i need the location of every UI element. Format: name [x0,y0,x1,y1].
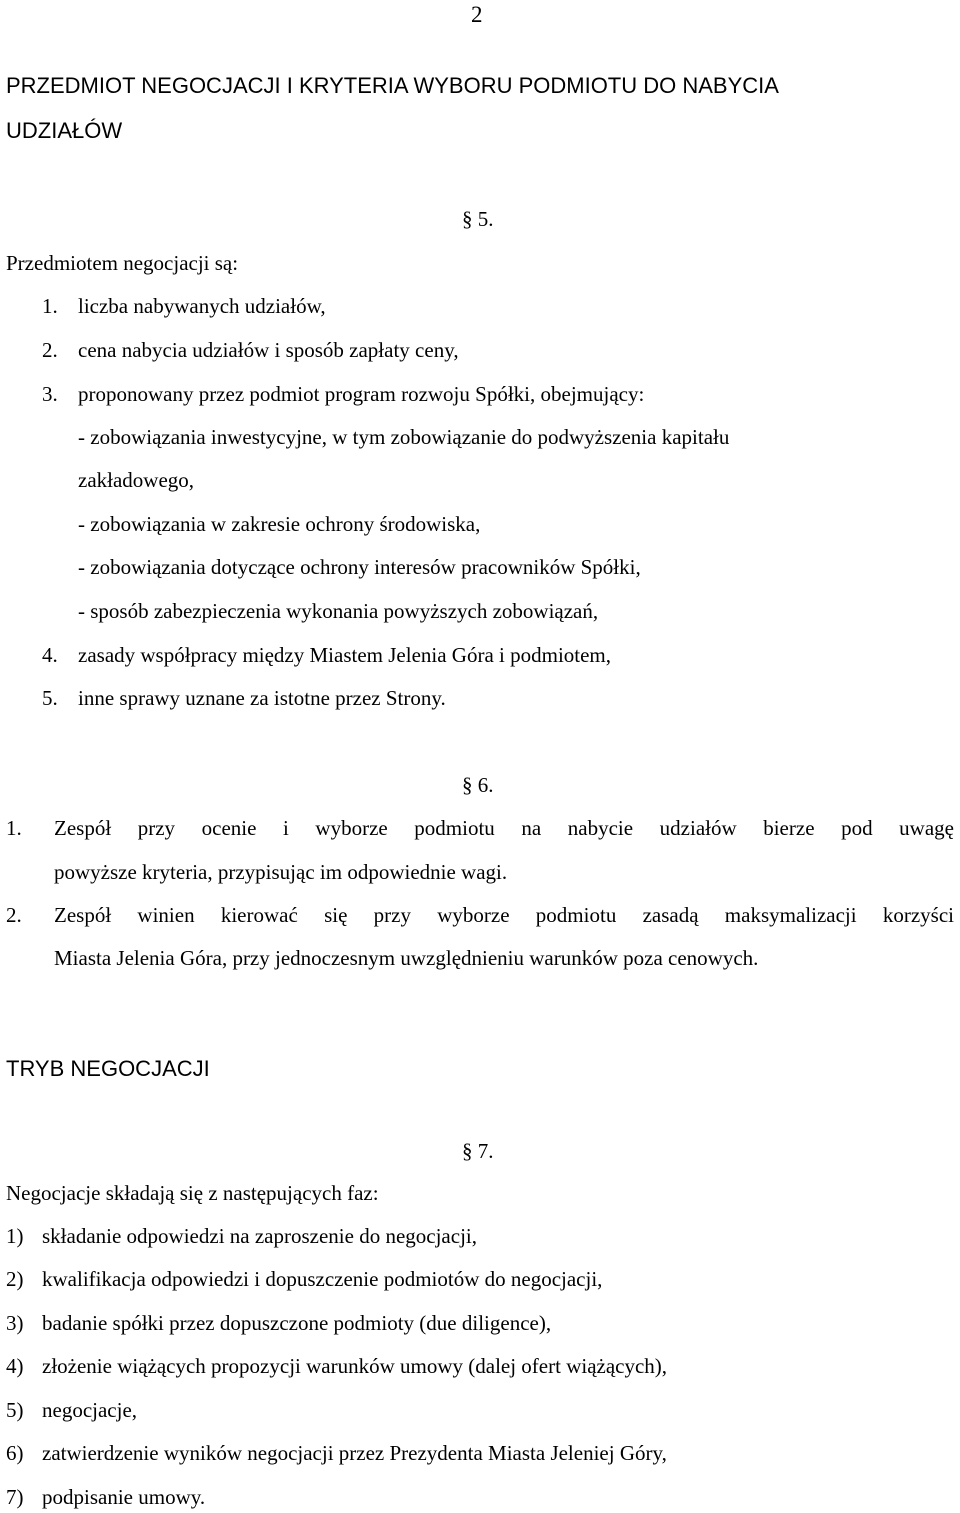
list-item-text: inne sprawy uznane za istotne przez Strony. [78,686,446,710]
para6-item1-line2: powyższe kryteria, przypisując im odpowiednie wagi. [54,860,508,884]
sub-list-item: - zobowiązania dotyczące ochrony interesów pracowników Spółki, [78,555,641,579]
para6-item2-line2: Miasta Jelenia Góra, przy jednoczesnym uwzględnieniu warunków poza cenowych. [54,946,759,970]
section-heading-line2: UDZIAŁÓW [6,118,123,143]
list-item-text: proponowany przez podmiot program rozwoju Spółki, obejmujący: [78,382,645,406]
section-heading-tryb: TRYB NEGOCJACJI [6,1056,210,1081]
para6-item1-line1: Zespół przy ocenie i wyborze podmiotu na nabycie udziałów bierze pod uwagę [54,816,954,840]
list-item-number: 3) [6,1311,24,1335]
sub-list-item: zakładowego, [78,468,195,492]
paragraph-mark-7: § 7. [462,1139,494,1163]
list-item-text: zatwierdzenie wyników negocjacji przez Prezydenta Miasta Jeleniej Góry, [42,1441,667,1465]
para7-intro: Negocjacje składają się z następujących faz: [6,1181,379,1205]
list-item-number: 1) [6,1224,24,1248]
list-item-number: 2. [42,338,58,362]
list-item-text: badanie spółki przez dopuszczone podmioty (due diligence), [42,1311,552,1335]
list-item-text: zasady współpracy między Miastem Jelenia Góra i podmiotem, [78,643,612,667]
list-item-number: 4) [6,1354,24,1378]
list-item-text: cena nabycia udziałów i sposób zapłaty ceny, [78,338,459,362]
paragraph-mark-5: § 5. [462,207,494,231]
list-item-number: 7) [6,1485,24,1509]
list-item-text: składanie odpowiedzi na zaproszenie do negocjacji, [42,1224,477,1248]
section-heading-line1: PRZEDMIOT NEGOCJACJI I KRYTERIA WYBORU PODMIOTU DO NABYCIA [6,73,779,98]
list-item-number: 3. [42,382,58,406]
para6-item2-line1: Zespół winien kierować się przy wyborze podmiotu zasadą maksymalizacji korzyści [54,903,954,927]
list-item-number: 5. [42,686,58,710]
list-item-number: 2. [6,903,22,927]
list-item-number: 4. [42,643,58,667]
sub-list-item: - zobowiązania w zakresie ochrony środowiska, [78,512,481,536]
list-item-number: 1. [6,816,22,840]
sub-list-item: - sposób zabezpieczenia wykonania powyższych zobowiązań, [78,599,599,623]
list-item-text: podpisanie umowy. [42,1485,206,1509]
sub-list-item: - zobowiązania inwestycyjne, w tym zobowiązanie do podwyższenia kapitału [78,425,730,449]
list-item-text: kwalifikacja odpowiedzi i dopuszczenie podmiotów do negocjacji, [42,1267,603,1291]
paragraph-mark-6: § 6. [462,773,494,797]
list-item-number: 6) [6,1441,24,1465]
list-item-number: 2) [6,1267,24,1291]
list-item-text: negocjacje, [42,1398,138,1422]
list-item-text: złożenie wiążących propozycji warunków umowy (dalej ofert wiążących), [42,1354,668,1378]
list-item-number: 5) [6,1398,24,1422]
para5-intro: Przedmiotem negocjacji są: [6,251,239,275]
page-number: 2 [471,2,483,27]
list-item-number: 1. [42,294,58,318]
list-item-text: liczba nabywanych udziałów, [78,294,326,318]
